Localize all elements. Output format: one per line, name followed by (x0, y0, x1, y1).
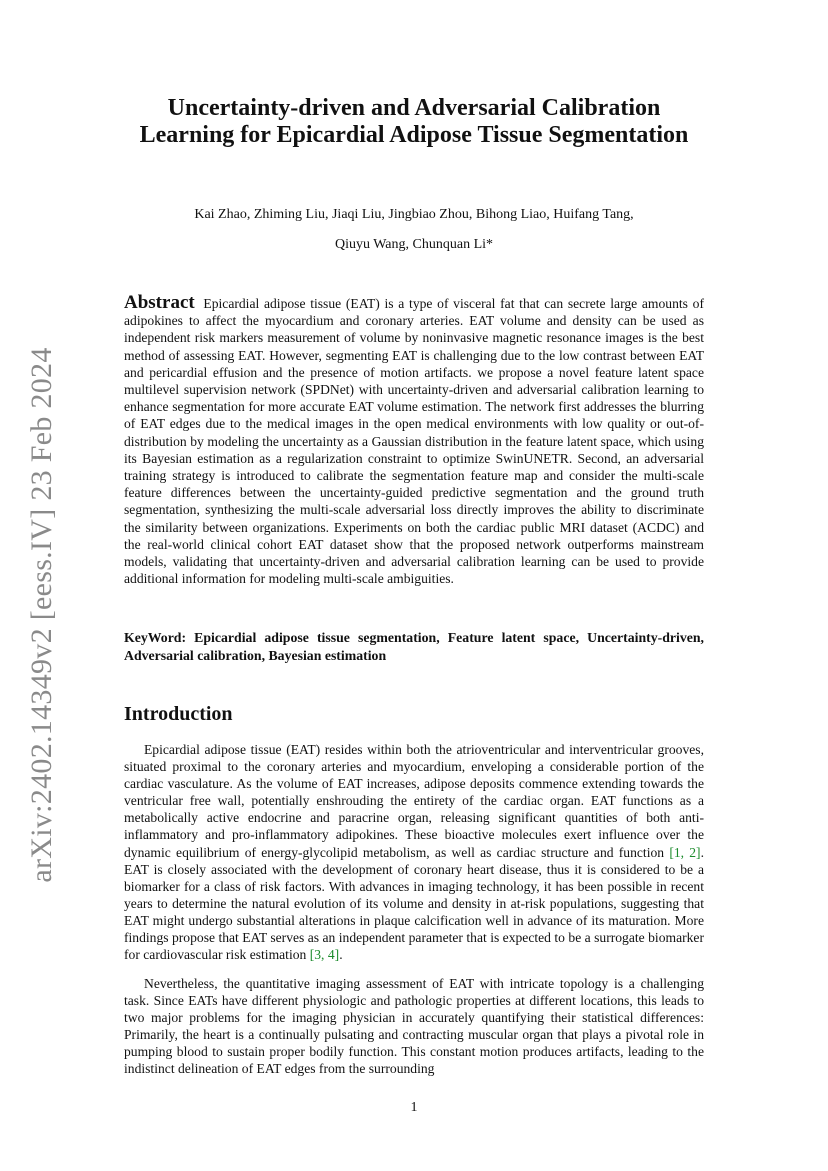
section-title-introduction: Introduction (124, 703, 233, 725)
arxiv-stamp-text: arXiv:2402.14349v2 [eess.IV] 23 Feb 2024 (25, 347, 58, 883)
para1-text-a: Epicardial adipose tissue (EAT) resides within both the atrioventricular and interventricular grooves, situated proximal to the coronary arteries and myocardium, enveloping a considerable portion of the cardiac vasculature. As the volume of EAT increases, adipose deposits commence extending towards the ventricular free wall, potentially enshrouding the entirety of the cardiac organ. EAT functions as a metabolically active endocrine and paracrine organ, releasing significant quantities of both anti-inflammatory and pro-inflammatory adipokines. These bioactive molecules exert influence over the dynamic equilibrium of energy-glycolipid metabolism, as well as cardiac structure and function (124, 742, 704, 860)
para1-text-b: . EAT is closely associated with the development of coronary heart disease, thus it is considered to be a biomarker for a class of risk factors. With advances in imaging technology, it has been possible in recent years to determine the natural evolution of its volume and density in at-risk populations, suggesting that EAT might undergo substantial alterations in plaque calcification well in advance of its maturation. More findings propose that EAT serves as an independent parameter that is expected to be a surrogate biomarker for cardiovascular risk estimation (124, 844, 704, 963)
arxiv-stamp (22, 347, 62, 883)
abstract-text: Epicardial adipose tissue (EAT) is a type of visceral fat that can secrete large amounts of adipokines to affect the myocardium and coronary arteries. EAT volume and density can be used as independent risk markers measurement of volume by noninvasive magnetic resonance images is the best method of assessing EAT. However, segmenting EAT is challenging due to the low contrast between EAT and pericardial effusion and the presence of motion artifacts. we propose a novel feature latent space multilevel supervision network (SPDNet) with uncertainty-driven and adversarial calibration learning to enhance segmentation for more accurate EAT volume estimation. The network first addresses the blurring of EAT edges due to the medical images in the open medical environments with low quality or out-of-distribution by modeling the uncertainty as a Gaussian distribution in the feature latent space, which using its Bayesian estimation as a regularization constraint to optimize SwinUNETR. Second, an adversarial training strategy is introduced to calibrate the segmentation feature map and consider the multi-scale feature differences between the uncertainty-guided predictive segmentation and the ground truth segmentation, synthesizing the multi-scale adversarial loss directly improves the ability to discriminate the similarity between organizations. Experiments on both the cardiac public MRI dataset (ACDC) and the real-world clinical cohort EAT dataset show that the proposed network outperforms mainstream models, validating that uncertainty-driven and adversarial calibration learning can be used to provide additional information for modeling multi-scale ambiguities. (124, 296, 704, 587)
authors-line-1: Kai Zhao, Zhiming Liu, Jiaqi Liu, Jingbiao Zhou, Bihong Liao, Huifang Tang, (194, 207, 634, 222)
keywords: KeyWord: Epicardial adipose tissue segmentation, Feature latent space, Uncertainty-driven, Adversarial calibration, Bayesian estimation (124, 630, 704, 663)
intro-paragraph-2: Nevertheless, the quantitative imaging assessment of EAT with intricate topology is a challenging task. Since EATs have different physiologic and pathologic properties at different locations, this leads to two major problems for the imaging physician in accurately quantifying their statistical differences: Primarily, the heart is a continually pulsating and contracting muscular organ that plays a pivotal role in pumping blood to sustain proper bodily function. This constant motion produces artifacts, leading to the indistinct delineation of EAT edges from the surrounding (124, 976, 704, 1077)
citation-link-3-4[interactable]: [3, 4] (309, 947, 340, 963)
abstract (124, 294, 704, 587)
para1-text-c: . (339, 947, 343, 963)
abstract-heading: Abstract (124, 292, 195, 313)
page-number: 1 (410, 1100, 418, 1115)
authors-line-2: Qiuyu Wang, Chunquan Li* (334, 237, 494, 252)
intro-paragraph-1 (124, 741, 704, 963)
citation-link-1-2[interactable]: [1, 2] (669, 844, 701, 860)
paper-title: Uncertainty-driven and Adversarial Calibration Learning for Epicardial Adipose Tissue Segmentation (139, 95, 689, 148)
